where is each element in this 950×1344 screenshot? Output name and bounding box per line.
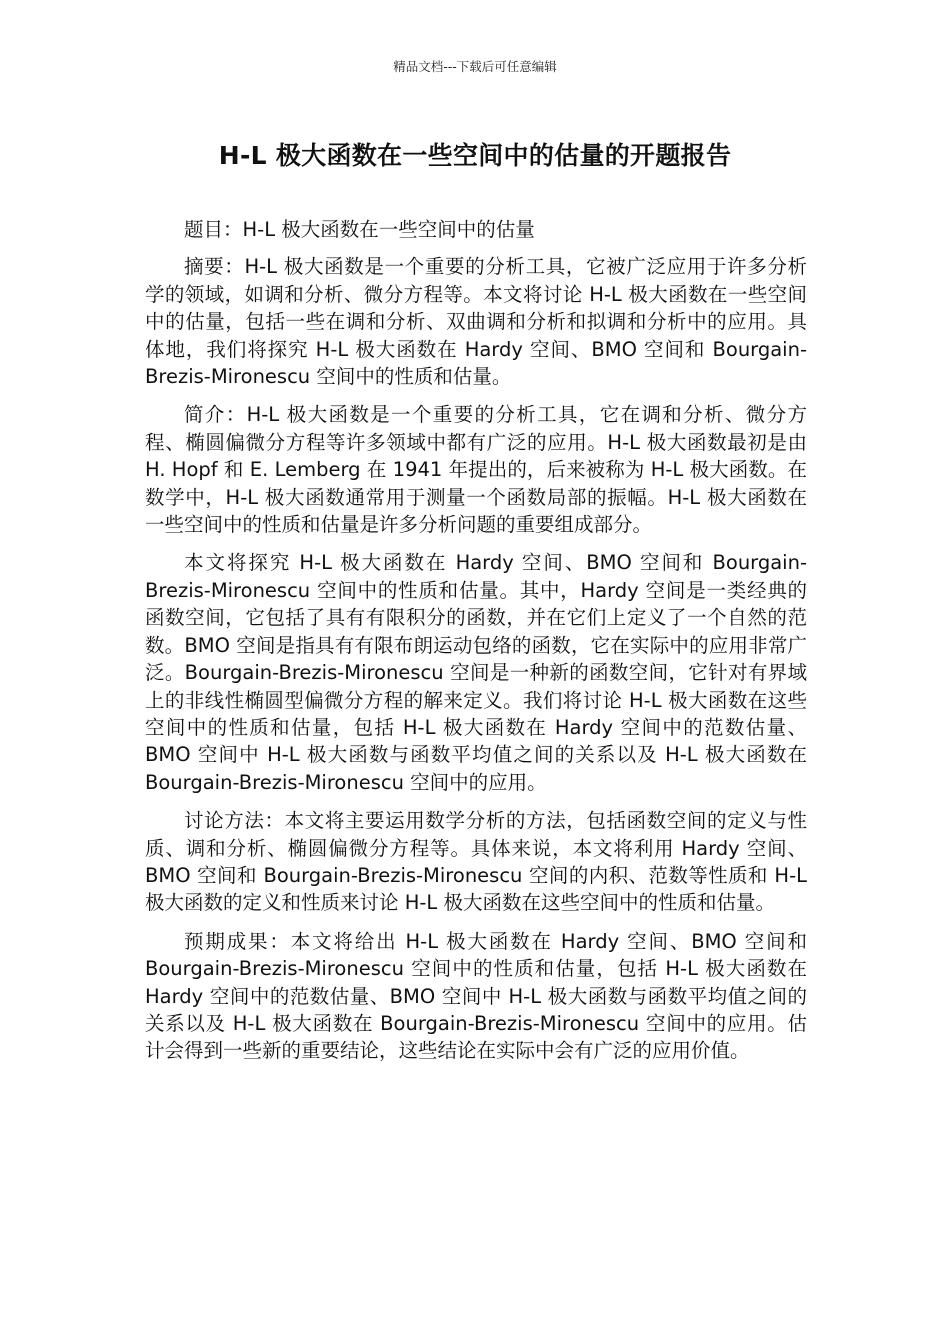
document-title: H-L 极大函数在一些空间中的估量的开题报告	[218, 141, 732, 170]
scope-paragraph: 本文将探究 H-L 极大函数在 Hardy 空间、BMO 空间和 Bourgain-Brezis-Mironescu 空间中的性质和估量。其中，Hardy 空间是一类经典的函数空间，它包括了具有有限积分的函数，并在它们上定义了一个自然的范数。BMO 空间是指具有有限布朗运动包络的函数，它在实际中的应用非常广泛。Bourgain-Brezis-Mironescu 空间是一种新的函数空间，它针对有界域上的非线性椭圆型偏微分方程的解来定义。我们将讨论 H-L 极大函数在这些空间中的性质和估量，包括 H-L 极大函数在 Hardy 空间中的范数估量、BMO 空间中 H-L 极大函数与函数平均值之间的关系以及 H-L 极大函数在 Bourgain-Brezis-Mironescu 空间中的应用。	[145, 551, 807, 794]
document-body	[145, 216, 807, 1076]
subject-paragraph: 题目：H-L 极大函数在一些空间中的估量	[184, 218, 535, 241]
method-paragraph: 讨论方法：本文将主要运用数学分析的方法，包括函数空间的定义与性质、调和分析、椭圆偏微分方程等。具体来说，本文将利用 Hardy 空间、BMO 空间和 Bourgain-Brezis-Mironescu 空间的内积、范数等性质和 H-L 极大函数的定义和性质来讨论 H-L 极大函数在这些空间中的性质和估量。	[145, 809, 807, 915]
expected-results-paragraph: 预期成果：本文将给出 H-L 极大函数在 Hardy 空间、BMO 空间和 Bourgain-Brezis-Mironescu 空间中的性质和估量，包括 H-L 极大函数在 Hardy 空间中的范数估量、BMO 空间中 H-L 极大函数与函数平均值之间的关系以及 H-L 极大函数在 Bourgain-Brezis-Mironescu 空间中的应用。估计会得到一些新的重要结论，这些结论在实际中会有广泛的应用价值。	[145, 929, 807, 1063]
intro-paragraph: 简介：H-L 极大函数是一个重要的分析工具，它在调和分析、微分方程、椭圆偏微分方程等许多领域中都有广泛的应用。H-L 极大函数最初是由 H. Hopf 和 E. Lemberg 在 1941 年提出的，后来被称为 H-L 极大函数。在数学中，H-L 极大函数通常用于测量一个函数局部的振幅。H-L 极大函数在一些空间中的性质和估量是许多分析问题的重要组成部分。	[145, 403, 807, 537]
page-header-note: 精品文档---下载后可任意编辑	[393, 59, 557, 74]
abstract-paragraph: 摘要：H-L 极大函数是一个重要的分析工具，它被广泛应用于许多分析学的领域，如调和分析、微分方程等。本文将讨论 H-L 极大函数在一些空间中的估量，包括一些在调和分析、双曲调和分析和拟调和分析中的应用。具体地，我们将探究 H-L 极大函数在 Hardy 空间、BMO 空间和 Bourgain-Brezis-Mironescu 空间中的性质和估量。	[145, 255, 807, 389]
